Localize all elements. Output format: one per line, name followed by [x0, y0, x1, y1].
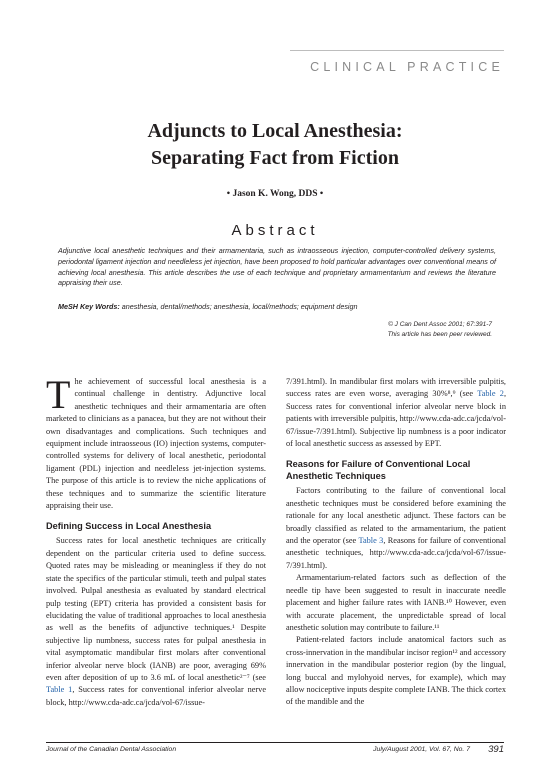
- defining-text-cont: , Success rates for conventional inferior alveolar nerve block, http://www.cda-adc.ca/jcda/vol-67/issue-: [46, 685, 267, 707]
- reasons-text-1: Factors contributing to the failure of conventional local anesthetic techniques must be considered before examining the rationale for any local anesthetic adjunct. These factors can be broadly classified as related to the armamentarium, the patient and the operator (see: [286, 486, 506, 546]
- footer-issue: July/August 2001, Vol. 67, No. 7: [373, 746, 470, 753]
- table-3-link[interactable]: Table 3: [358, 536, 384, 546]
- footer-journal: Journal of the Canadian Dental Association: [46, 746, 177, 753]
- drop-cap: T: [46, 372, 71, 417]
- abstract-heading: Abstract: [231, 222, 319, 239]
- defining-right-text: 7/391.html). In mandibular first molars with irreversible pulpitis, success rates are even worse, averaging 30%⁸,⁹ (see: [286, 377, 506, 399]
- keywords: [58, 302, 496, 311]
- title-line-1: Adjuncts to Local Anesthesia:: [147, 120, 403, 142]
- table-2-link[interactable]: Table 2: [477, 389, 504, 399]
- heading-reasons-failure: Reasons for Failure of Conventional Local Anesthetic Techniques: [286, 459, 471, 482]
- defining-paragraph-cont: [286, 376, 506, 450]
- article-title: [0, 118, 550, 172]
- heading-defining-success: Defining Success in Local Anesthesia: [46, 521, 212, 532]
- left-column: [46, 372, 267, 709]
- footer-rule: [46, 742, 504, 743]
- keywords-text: anesthesia, dental/methods; anesthesia, local/methods; equipment design: [121, 302, 358, 311]
- section-label: CLINICAL PRACTICE: [310, 60, 504, 74]
- reasons-paragraph-2: Armamentarium-related factors such as deflection of the needle tip have been suggested to result in inaccurate needle placement and higher failure rates with IANB.¹⁰ However, even with accurate placement, the unpredictable spread of local anesthetic solution may contribute to failure.¹¹: [286, 573, 506, 632]
- reasons-text-1b: , Reasons for failure of conventional anesthetic techniques, http://www.cda-adc.ca/jcda/vol-67/issue-7/391.html).: [286, 536, 507, 570]
- reasons-paragraph-1: [286, 485, 506, 572]
- header-rule: [290, 50, 504, 51]
- intro-text: he achievement of successful local anesthesia is a continual challenge in dentistry. Adjunctive local anesthetic techniques and their armamentaria are often marketed to clinicians as a panacea, but they are not without their own disadvantages and complications. Such techniques and equipment include intraosseous (IO) injection systems, computer-controlled systems for delivery of local anesthetic, periodontal ligament (PDL) injection and needleless jet-injection systems. The purpose of this article is to review the niche applications of these techniques and to summarize the scientific literature appraising their use.: [46, 377, 266, 511]
- citation-line: © J Can Dent Assoc 2001; 67:391-7: [388, 321, 492, 328]
- author-byline: • Jason K. Wong, DDS •: [226, 189, 324, 199]
- citation: [388, 320, 492, 340]
- defining-text: Success rates for local anesthetic techniques are critically dependent on the particular criteria used to define success. Quoted rates may be misleading or meaningless if they do not state the specifics of the particular stimuli, teeth and pulpal states involved. Pulpal anesthesia as evaluated by standard electrical pulp testing (EPT) criteria has provided a consistent basis for elucidating the value of traditional approaches to local anesthesia as well as the benefits of adjunctive techniques.¹ Despite subjective lip numbness, success rates for pulpal anesthesia in vital asymptomatic mandibular first molars after conventional inferior alveolar nerve block (IANB) are poor, averaging 69% even after deposition of up to 3.6 mL of local anesthetic²⁻⁷ (see: [46, 536, 266, 682]
- abstract-text: Adjunctive local anesthetic techniques and their armamentaria, such as intraosseous injection, computer-controlled delivery systems, periodontal ligament injection and needleless jet injection, have been proposed to hold particular advantages over conventional means of achieving local anesthesia. This article describes the use of each technique and proprietary armamentarium and reviews the literature appraising their use.: [58, 246, 496, 288]
- table-1-link[interactable]: Table 1: [46, 685, 73, 695]
- reasons-paragraph-3: Patient-related factors include anatomical factors such as cross-innervation in the mandibular incisor region¹² and accessory innervation in the mandibular posterior region (by the lingual, long buccal and mylohyoid nerves, for example), which may allow nociceptive inputs despite complete IANB. The thick cortex of the mandible and the: [286, 635, 506, 707]
- keywords-label: MeSH Key Words:: [58, 302, 120, 311]
- peer-review-note: This article has been peer reviewed.: [387, 331, 492, 338]
- defining-paragraph: [46, 535, 266, 709]
- intro-paragraph: [46, 372, 266, 512]
- title-line-2: Separating Fact from Fiction: [151, 147, 399, 169]
- right-column: [286, 376, 506, 709]
- defining-right-text-cont: , Success rates for conventional inferior alveolar nerve block in patients with irreversible pulpitis, http://www.cda-adc.ca/jcda/vol-67/issue-7/391.html). Subjective lip numbness is a poor indicator of local anesthetic success as assessed by EPT.: [286, 389, 507, 449]
- page-number: 391: [488, 744, 504, 755]
